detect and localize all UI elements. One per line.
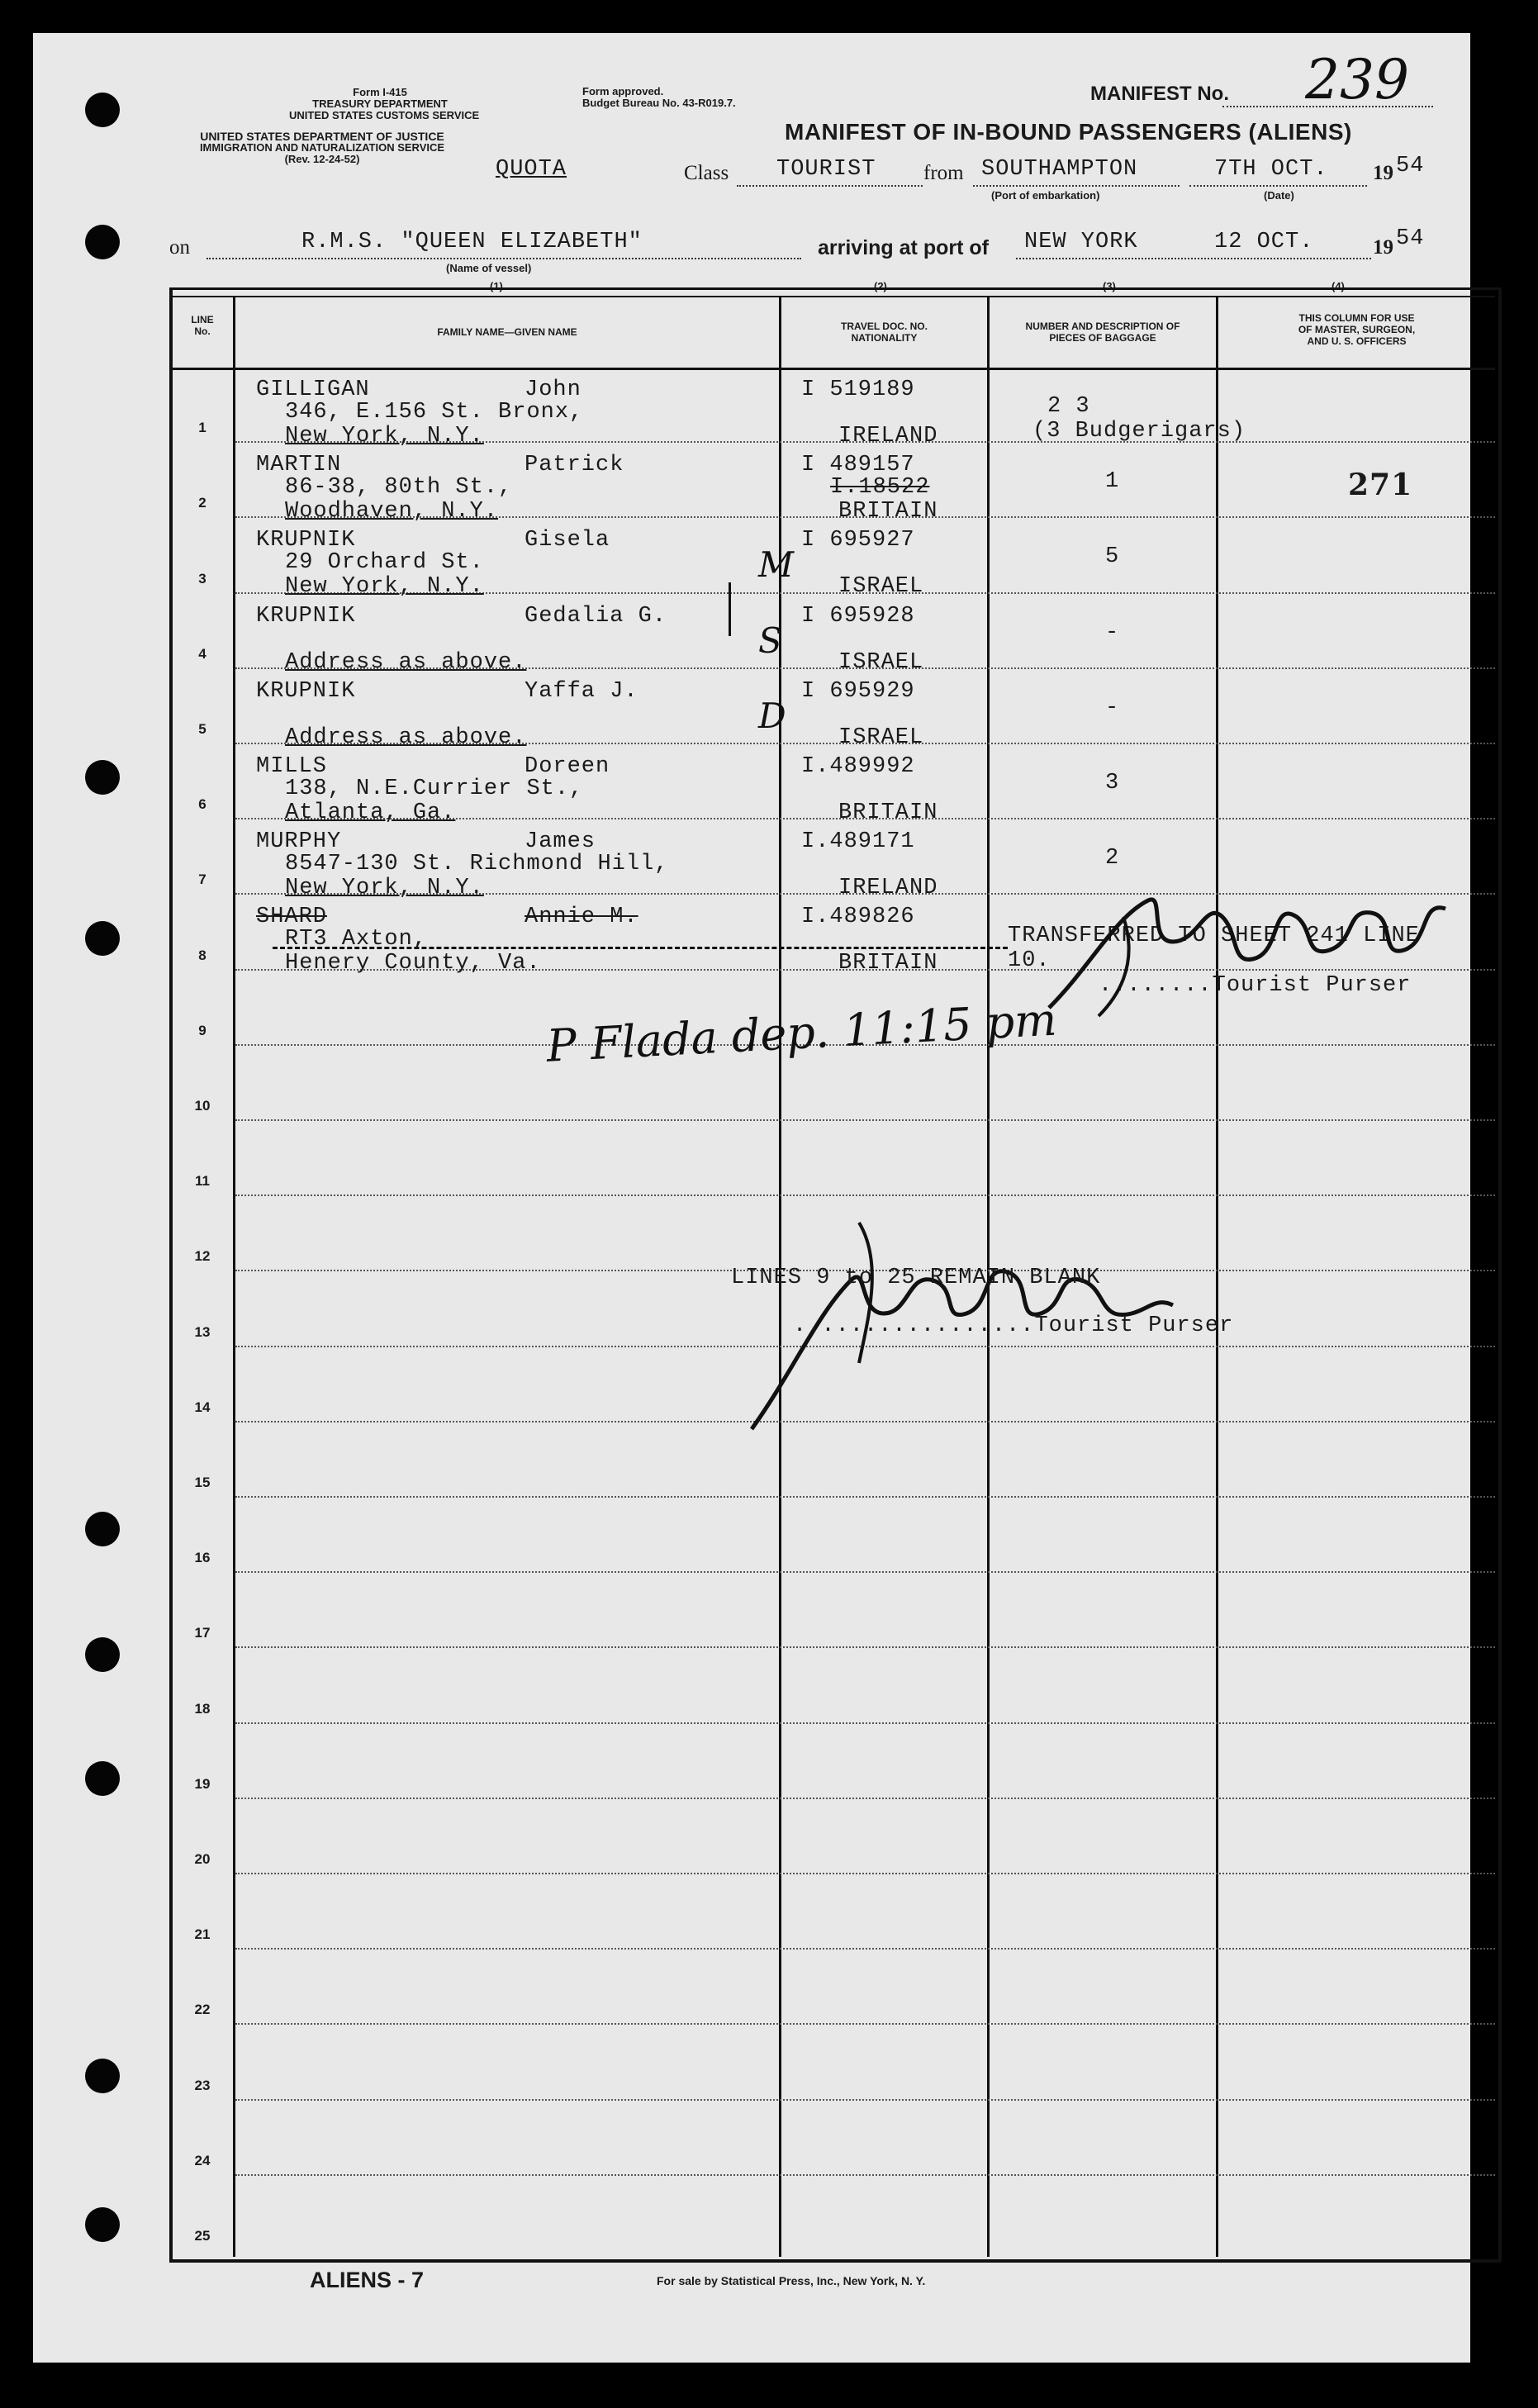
address-line-2: Atlanta, Ga. (285, 800, 456, 825)
col-header-line: LINE No. (191, 314, 214, 337)
line-number: 21 (194, 1926, 211, 1943)
line-number: 3 (198, 570, 206, 587)
transfer-note-line3: ........Tourist Purser (1099, 973, 1412, 998)
nationality: ISRAEL (838, 724, 924, 750)
baggage: 5 (1105, 544, 1120, 570)
punch-hole (85, 760, 120, 795)
line-number: 20 (194, 1851, 211, 1867)
manifest-page (33, 33, 1470, 2363)
family-name: KRUPNIK (256, 678, 356, 704)
family-name: MILLS (256, 754, 328, 779)
nationality: IRELAND (838, 876, 938, 901)
port-caption: (Port of embarkation) (991, 189, 1100, 202)
date-caption: (Date) (1264, 189, 1294, 202)
row-divider (235, 1873, 1495, 1874)
row-divider (235, 1119, 1495, 1121)
given-name: Doreen (525, 754, 610, 779)
given-name: John (525, 378, 581, 402)
line-number: 7 (198, 872, 206, 888)
travel-doc-no: I 695927 (801, 528, 915, 553)
form-code: ALIENS - 7 (310, 2268, 425, 2292)
officer-note: 271 (1348, 468, 1413, 503)
row-divider (235, 1646, 1495, 1648)
address-line-2: Address as above. (285, 649, 527, 675)
line-number: 13 (194, 1323, 211, 1340)
baggage: - (1105, 695, 1120, 720)
family-name: KRUPNIK (256, 603, 356, 629)
year2-typed: 54 (1396, 226, 1425, 251)
quota-label: QUOTA (496, 157, 567, 182)
col-header-baggage: NUMBER AND DESCRIPTION OF PIECES OF BAGGAGE (1025, 321, 1180, 344)
punch-hole (85, 2059, 120, 2093)
remain-blank-line1: LINES 9 to 25 REMAIN BLANK (731, 1266, 1101, 1290)
date-value: 7TH OCT. (1214, 157, 1328, 182)
col-num-1: (1) (490, 280, 503, 292)
address-line-2: New York, N.Y. (285, 574, 484, 600)
page-title: MANIFEST OF IN-BOUND PASSENGERS (ALIENS) (785, 119, 1352, 145)
baggage: 1 (1105, 469, 1120, 495)
address-line-1: 86-38, 80th St., (285, 475, 513, 501)
travel-doc-no: I 695928 (801, 603, 915, 629)
given-name: Gedalia G. (525, 603, 667, 629)
transfer-note-line1: TRANSFERRED TO SHEET 241 LINE (1008, 924, 1420, 948)
nationality: BRITAIN (838, 499, 938, 525)
col-num-2: (2) (874, 280, 887, 292)
address-line-1: RT3 Axton, (285, 927, 428, 952)
family-name: MARTIN (256, 453, 342, 478)
line-number: 2 (198, 495, 206, 511)
address-line-1: 138, N.E.Currier St., (285, 777, 584, 801)
address-line-2: Woodhaven, N.Y. (285, 499, 499, 525)
col-header-travel-doc: TRAVEL DOC. NO. NATIONALITY (841, 321, 928, 344)
punch-hole (85, 93, 120, 127)
nationality: IRELAND (838, 424, 938, 449)
line-number: 6 (198, 796, 206, 813)
nationality: ISRAEL (838, 574, 924, 600)
address-line-1: 346, E.156 St. Bronx, (285, 400, 584, 425)
printer-credit: For sale by Statistical Press, Inc., New York, N. Y. (657, 2274, 926, 2287)
manifest-number: 239 (1305, 48, 1409, 112)
vessel-caption: (Name of vessel) (446, 262, 532, 274)
remain-blank-line2: .................Tourist Purser (793, 1313, 1234, 1338)
address-line-2: Address as above. (285, 724, 527, 750)
travel-doc-no: I 489157 (801, 453, 915, 478)
class-value: TOURIST (776, 157, 876, 182)
justice-block: UNITED STATES DEPARTMENT OF JUSTICE IMMIGRATION AND NATURALIZATION SERVICE (Rev. 12-24-52) (199, 130, 445, 165)
handwritten-mark: D (758, 695, 787, 736)
col-header-officers: THIS COLUMN FOR USE OF MASTER, SURGEON, AND U. S. OFFICERS (1298, 312, 1416, 347)
from-label: from (923, 162, 964, 184)
handwritten-mark: M (758, 544, 795, 586)
line-number: 22 (194, 2002, 211, 2018)
line-number: 19 (194, 1775, 211, 1792)
year-printed: 19 (1373, 162, 1393, 184)
row-divider (235, 2099, 1495, 2101)
travel-doc-no: I 519189 (801, 378, 915, 402)
address-line-1: 29 Orchard St. (285, 550, 484, 576)
baggage: 2 (1105, 846, 1120, 872)
address-line-1: 8547-130 St. Richmond Hill, (285, 852, 669, 877)
family-name: SHARD (256, 905, 328, 930)
manifest-label: MANIFEST No. (1090, 83, 1229, 105)
row-divider (235, 1798, 1495, 1799)
on-label: on (169, 236, 190, 259)
given-name: Patrick (525, 453, 624, 478)
family-name: MURPHY (256, 829, 342, 855)
port-embarkation: SOUTHAMPTON (981, 157, 1138, 182)
row-divider (235, 1722, 1495, 1724)
line-number: 10 (194, 1098, 211, 1114)
punch-hole (85, 1761, 120, 1796)
line-number: 1 (198, 420, 206, 436)
given-name: Annie M. (525, 905, 638, 930)
arrival-port: NEW YORK (1024, 230, 1138, 254)
handwritten-mark: S (758, 620, 783, 661)
punch-hole (85, 2207, 120, 2242)
baggage-description: (3 Budgerigars) (1032, 419, 1246, 444)
address-line-2: New York, N.Y. (285, 424, 484, 449)
family-name: GILLIGAN (256, 378, 370, 402)
given-name: Gisela (525, 528, 610, 553)
year2-printed: 19 (1373, 236, 1393, 259)
line-number: 25 (194, 2228, 211, 2244)
form-approved: Form approved. Budget Bureau No. 43-R019.7. (582, 85, 736, 109)
col-num-3: (3) (1103, 280, 1116, 292)
line-number: 17 (194, 1625, 211, 1641)
col-header-name: FAMILY NAME—GIVEN NAME (437, 326, 577, 338)
handwritten-note: P Flada dep. 11:15 pm (545, 993, 1058, 1072)
nationality: BRITAIN (838, 800, 938, 825)
vessel-name: R.M.S. "QUEEN ELIZABETH" (301, 230, 643, 254)
row-divider (235, 1948, 1495, 1950)
line-number: 23 (194, 2077, 211, 2093)
travel-doc-no: I.489171 (801, 829, 915, 855)
row-divider (235, 1496, 1495, 1498)
travel-doc-no: I.489826 (801, 905, 915, 930)
line-number: 12 (194, 1248, 211, 1265)
purser-signature (1024, 867, 1487, 1024)
address-line-2: New York, N.Y. (285, 876, 484, 901)
class-label: Class (684, 162, 729, 184)
given-name: Yaffa J. (525, 678, 638, 704)
nationality: ISRAEL (838, 649, 924, 675)
transfer-note-line2: 10. (1008, 948, 1051, 973)
line-number: 24 (194, 2152, 211, 2168)
row-divider (235, 1571, 1495, 1573)
row-divider (235, 2174, 1495, 2176)
baggage: 2 3 (1047, 394, 1090, 419)
family-name: KRUPNIK (256, 528, 356, 553)
address-line-2: Henery County, Va. (285, 951, 541, 976)
punch-hole (85, 921, 120, 956)
year-typed: 54 (1396, 154, 1425, 178)
line-number: 15 (194, 1475, 211, 1490)
line-number: 14 (194, 1399, 211, 1415)
form-block: Form I-415 TREASURY DEPARTMENT UNITED STATES CUSTOMS SERVICE (289, 86, 480, 121)
punch-hole (85, 225, 120, 259)
line-number: 16 (194, 1550, 211, 1566)
travel-doc-no: I.489992 (801, 754, 915, 779)
punch-hole (85, 1512, 120, 1546)
arrival-date: 12 OCT. (1214, 230, 1314, 254)
col-num-4: (4) (1332, 280, 1345, 292)
line-number: 8 (198, 947, 206, 963)
row-divider (235, 2023, 1495, 2025)
line-number: 11 (195, 1173, 210, 1190)
arriving-label: arriving at port of (818, 236, 989, 259)
travel-doc-no: I 695929 (801, 678, 915, 704)
line-number: 9 (198, 1022, 206, 1038)
baggage: - (1105, 620, 1120, 645)
line-number: 4 (198, 645, 206, 662)
line-number: 5 (198, 721, 206, 737)
line-number: 18 (194, 1700, 211, 1717)
baggage: 3 (1105, 771, 1120, 796)
punch-hole (85, 1637, 120, 1672)
nationality: BRITAIN (838, 951, 938, 976)
travel-doc-no-2: I.18522 (830, 475, 930, 501)
given-name: James (525, 829, 596, 855)
